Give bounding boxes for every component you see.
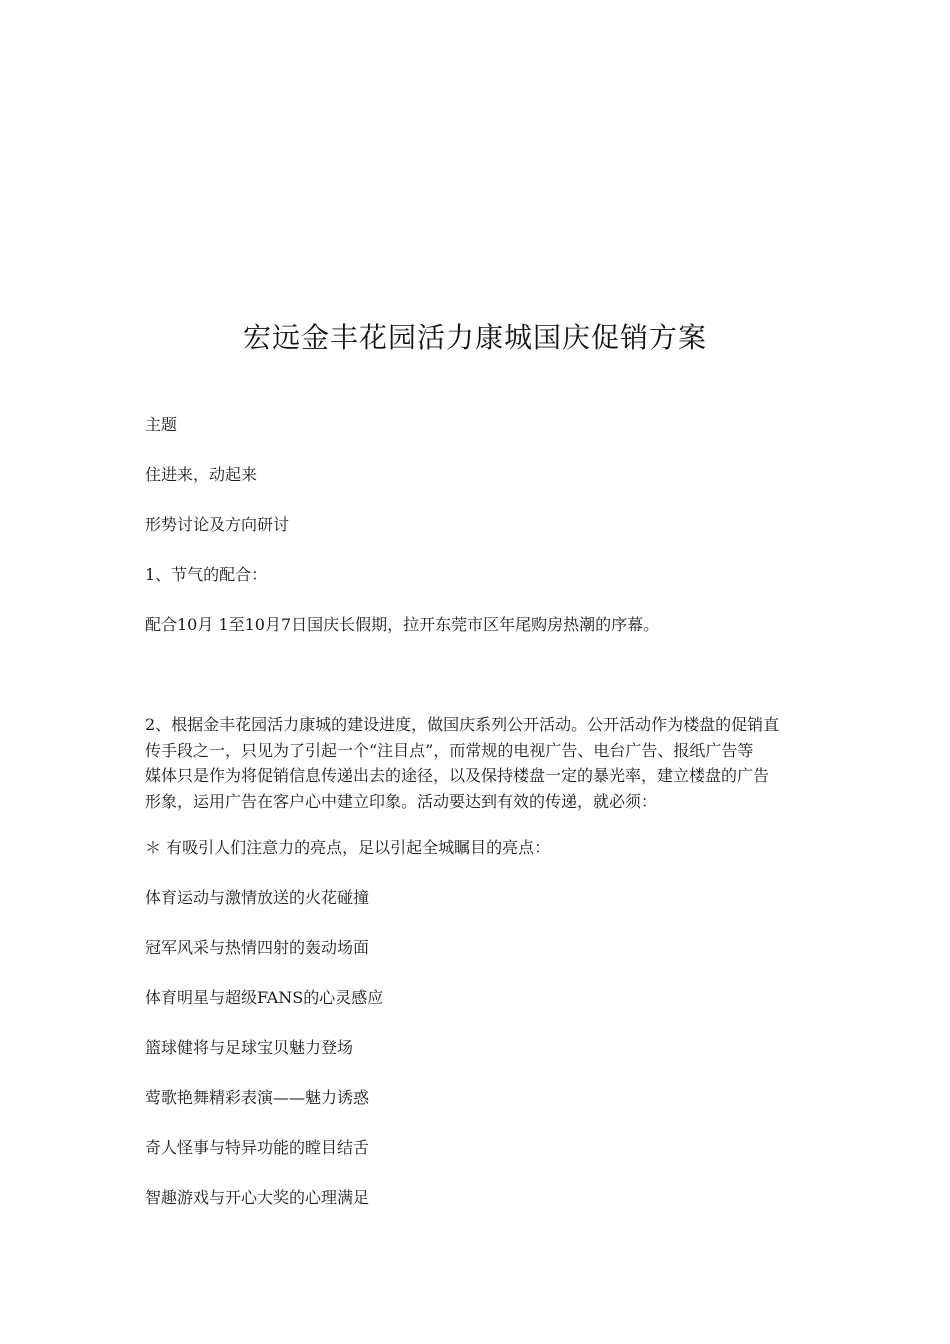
highlight-item: 奇人怪事与特异功能的瞠目结舌 [145,1138,370,1157]
point1-text: 配合10月 1至10月7日国庆长假期，拉开东莞市区年尾购房热潮的序幕。 [145,615,660,634]
theme-heading: 主题 [145,415,178,434]
theme-text: 住进来，动起来 [145,465,258,484]
document-title: 宏远金丰花园活力康城国庆促销方案 [242,321,707,354]
point2-line: 形象，运用广告在客户心中建立印象。活动要达到有效的传递，就必须： [145,791,658,811]
point2-line: 媒体只是作为将促销信息传递出去的途径，以及保持楼盘一定的暴光率，建立楼盘的广告 [145,766,770,785]
highlight-item: 篮球健将与足球宝贝魅力登场 [145,1038,354,1057]
point2-line: 传手段之一，只见为了引起一个“注目点”，而常规的电视广告、电台广告、报纸广告等 [145,740,754,760]
highlight-heading: ＊ 有吸引人们注意力的亮点，足以引起全城瞩目的亮点： [145,838,551,857]
highlight-item: 智趣游戏与开心大奖的心理满足 [145,1188,370,1207]
point2-line: 2、根据金丰花园活力康城的建设进度，做国庆系列公开活动。公开活动作为楼盘的促销直 [145,715,780,734]
highlight-item: 体育运动与激情放送的火花碰撞 [145,888,370,907]
point1-heading: 1、节气的配合： [145,565,268,584]
analysis-heading: 形势讨论及方向研讨 [145,515,290,534]
highlight-item: 莺歌艳舞精彩表演——魅力诱惑 [145,1088,370,1107]
highlight-item: 体育明星与超级FANS的心灵感应 [145,988,384,1007]
point2-paragraph [145,712,815,814]
highlight-item: 冠军风采与热情四射的轰动场面 [145,938,370,957]
